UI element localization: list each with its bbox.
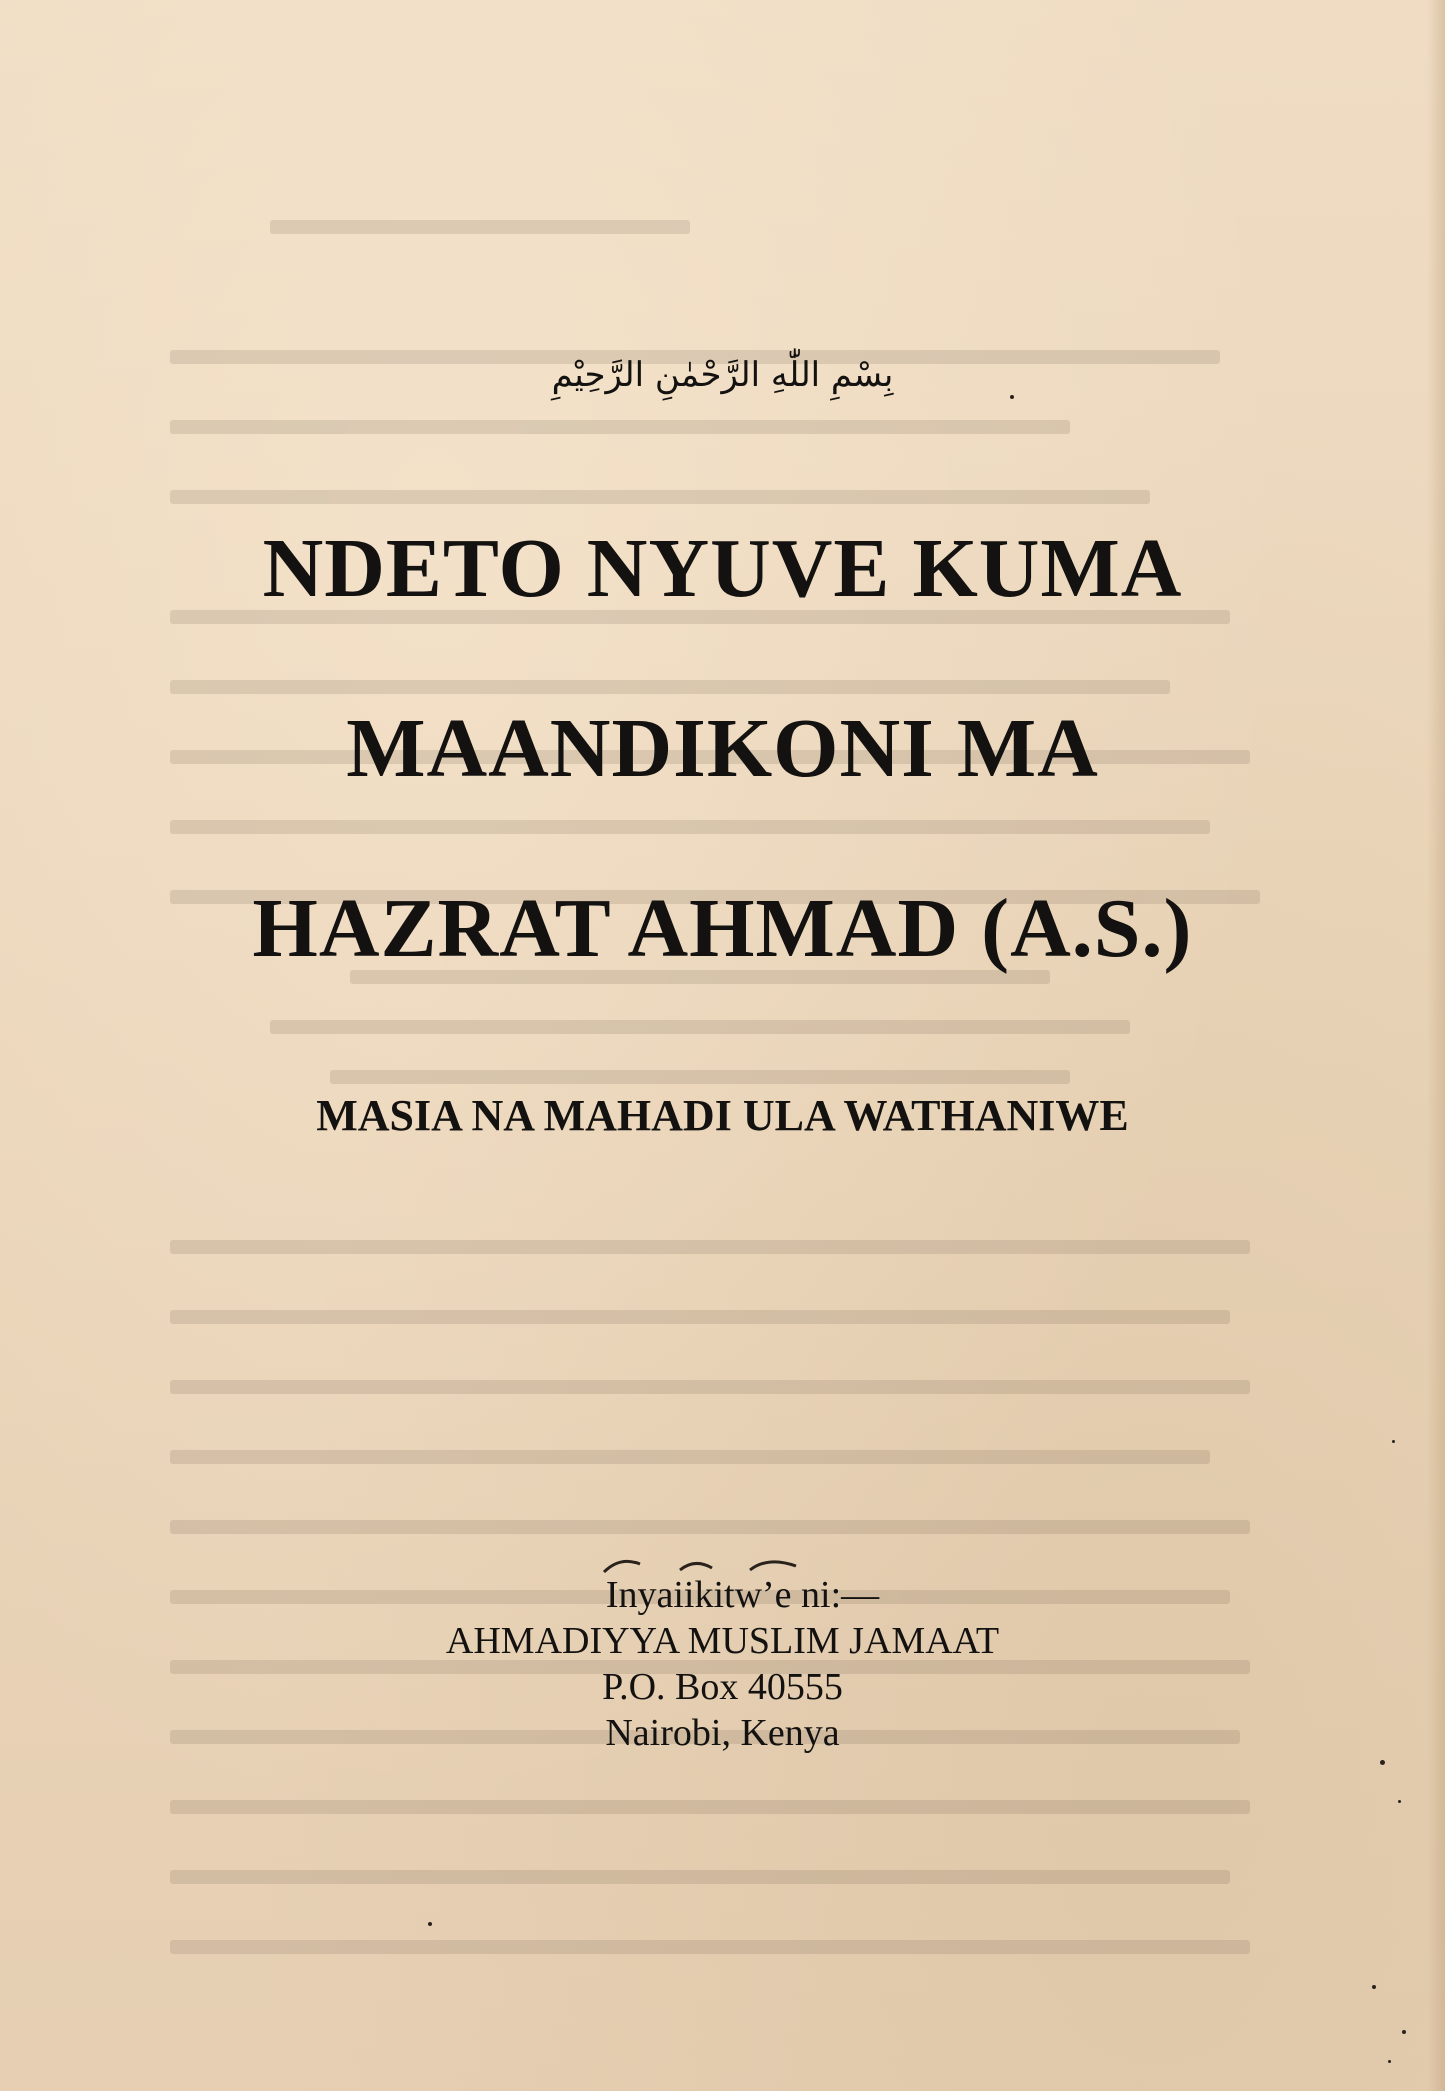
ink-speck: [1380, 1760, 1385, 1765]
publisher-block: [0, 1572, 1445, 1756]
publisher-city: Nairobi, Kenya: [605, 1712, 840, 1754]
ink-speck: [1010, 395, 1014, 399]
subtitle: MASIA NA MAHADI ULA WATHANIWE: [316, 1091, 1129, 1140]
publisher-intro: Inyaiikitw’e ni:—: [605, 1574, 880, 1616]
title-line-3: HAZRAT AHMAD (A.S.): [252, 882, 1193, 975]
page-edge-shadow: [1427, 0, 1445, 2091]
ink-speck: [1388, 2060, 1391, 2063]
ink-speck: [1402, 2030, 1406, 2034]
ink-speck: [1392, 1440, 1395, 1443]
title-line-1: NDETO NYUVE KUMA: [262, 522, 1183, 615]
ink-speck: [428, 1922, 432, 1926]
ink-speck: [1372, 1985, 1376, 1989]
publisher-name: AHMADIYYA MUSLIM JAMAAT: [445, 1620, 1000, 1662]
bismillah-calligraphy: بِسْمِ اللّٰهِ الرَّحْمٰنِ الرَّحِيْمِ: [551, 355, 894, 395]
publisher-po-box: P.O. Box 40555: [602, 1666, 843, 1708]
title-line-2: MAANDIKONI MA: [346, 702, 1099, 795]
ink-speck: [1398, 1800, 1401, 1803]
